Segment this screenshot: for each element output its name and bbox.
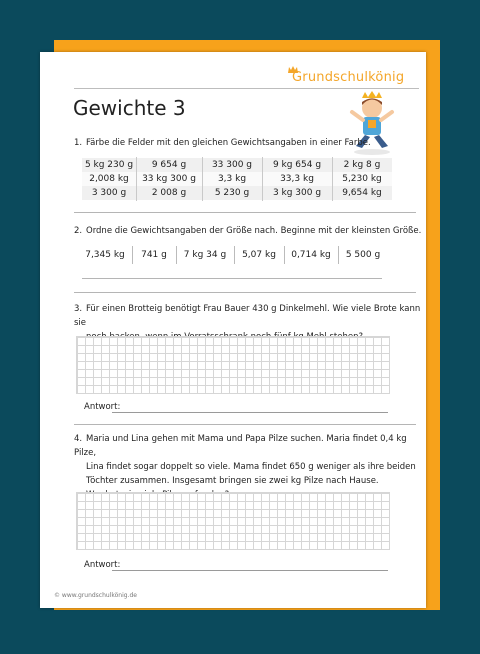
task-1-instruction: 1. Färbe die Felder mit den gleichen Gewichtsangaben in einer Farbe. — [74, 138, 371, 148]
value-divider — [338, 246, 339, 264]
table-cell[interactable]: 9 kg 654 g — [272, 160, 322, 170]
calculation-grid[interactable] — [76, 492, 390, 550]
weight-value: 7,345 kg — [85, 250, 125, 260]
task-3-instruction: 3. Für einen Brotteig benötigt Frau Bauer 430 g Dinkelmehl. Wie viele Brote kann sie — [74, 304, 421, 328]
section-divider — [74, 292, 416, 293]
answer-line[interactable] — [82, 278, 382, 279]
weight-value: 5,07 kg — [242, 250, 276, 260]
value-divider — [132, 246, 133, 264]
table-cell[interactable]: 3 kg 300 g — [272, 188, 322, 198]
answer-label: Antwort: — [84, 402, 121, 412]
table-cell[interactable]: 2,008 kg — [89, 174, 129, 184]
calculation-grid[interactable] — [76, 336, 390, 394]
weight-value: 7 kg 34 g — [183, 250, 227, 260]
answer-line[interactable] — [112, 412, 388, 413]
section-divider — [74, 424, 416, 425]
table-cell[interactable]: 33 300 g — [211, 160, 253, 170]
table-cell[interactable]: 2 008 g — [151, 188, 187, 198]
table-cell[interactable]: 9 654 g — [151, 160, 187, 170]
table-cell[interactable]: 9,654 kg — [342, 188, 382, 198]
brand-logo: Grundschulkönig — [292, 70, 405, 85]
table-cell[interactable]: 33 kg 300 g — [142, 174, 196, 184]
table-cell[interactable]: 33,3 kg — [280, 174, 314, 184]
task-2-instruction: 2. Ordne die Gewichtsangaben der Größe nach. Beginne mit der kleinsten Größe. — [74, 226, 422, 236]
weight-value: 0,714 kg — [291, 250, 331, 260]
copyright-text: © www.grundschulkönig.de — [54, 592, 137, 599]
section-divider — [74, 212, 416, 213]
table-cell[interactable]: 3,3 kg — [217, 174, 247, 184]
weight-value: 741 g — [141, 250, 167, 260]
table-cell[interactable]: 5 kg 230 g — [84, 160, 134, 170]
value-divider — [234, 246, 235, 264]
value-divider — [284, 246, 285, 264]
page-title: Gewichte 3 — [73, 96, 186, 120]
table-cell[interactable]: 3 300 g — [91, 188, 127, 198]
weight-value: 5 500 g — [345, 250, 381, 260]
table-cell[interactable]: 2 kg 8 g — [343, 160, 381, 170]
table-cell[interactable]: 5 230 g — [214, 188, 250, 198]
answer-line[interactable] — [112, 570, 388, 571]
table-cell[interactable]: 5,230 kg — [342, 174, 382, 184]
value-divider — [176, 246, 177, 264]
worksheet-page — [40, 52, 426, 608]
task-4-instruction: 4. Maria und Lina gehen mit Mama und Papa Pilze suchen. Maria findet 0,4 kg Pilze, Lina findet sogar doppelt so viele. Mama findet 650 g weniger als ihre beiden Töchter zusammen. Insgesamt bringen sie zwei kg Pilze nach Hause. — [74, 434, 416, 486]
answer-label: Antwort: — [84, 560, 121, 570]
header-rule — [74, 88, 419, 89]
